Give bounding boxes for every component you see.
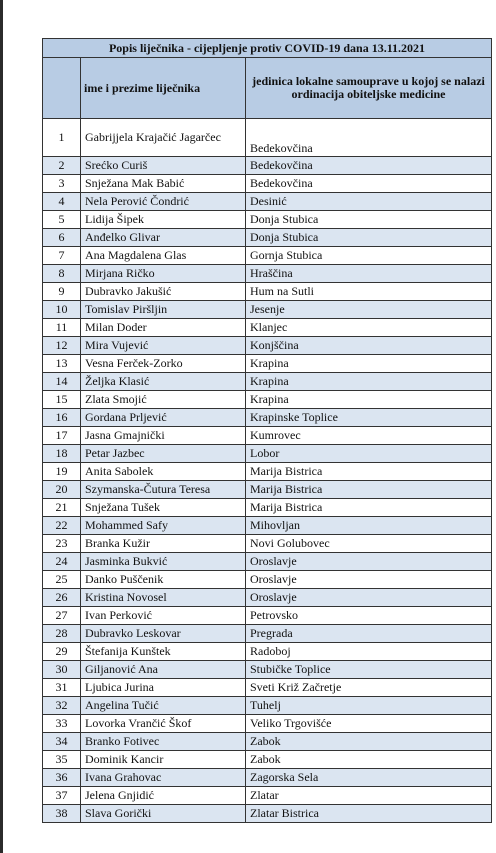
table-row xyxy=(43,265,492,283)
row-number: 13 xyxy=(43,355,81,373)
municipality: Gornja Stubica xyxy=(246,247,492,265)
table-row xyxy=(43,787,492,805)
doctor-name: Branko Fotivec xyxy=(81,733,246,751)
municipality: Hum na Sutli xyxy=(246,283,492,301)
row-number: 1 xyxy=(43,119,81,157)
municipality: Bedekovčina xyxy=(246,175,492,193)
row-number: 18 xyxy=(43,445,81,463)
row-number: 7 xyxy=(43,247,81,265)
row-number: 28 xyxy=(43,625,81,643)
row-number: 31 xyxy=(43,679,81,697)
table-row xyxy=(43,481,492,499)
doctor-name: Željka Klasić xyxy=(81,373,246,391)
doctor-name: Jasna Gmajnički xyxy=(81,427,246,445)
municipality: Novi Golubovec xyxy=(246,535,492,553)
table-row xyxy=(43,355,492,373)
municipality: Marija Bistrica xyxy=(246,481,492,499)
row-number: 29 xyxy=(43,643,81,661)
table-row xyxy=(43,229,492,247)
doctor-name: Snježana Tušek xyxy=(81,499,246,517)
table-row xyxy=(43,319,492,337)
municipality: Marija Bistrica xyxy=(246,463,492,481)
table-row xyxy=(43,211,492,229)
doctor-name: Gordana Prljević xyxy=(81,409,246,427)
table-row xyxy=(43,175,492,193)
doctor-name: Ivana Grahovac xyxy=(81,769,246,787)
doctor-name: Tomislav Piršljin xyxy=(81,301,246,319)
doctor-list-table xyxy=(42,38,492,823)
table-row xyxy=(43,463,492,481)
row-number: 22 xyxy=(43,517,81,535)
municipality: Hraščina xyxy=(246,265,492,283)
doctor-name: Vesna Ferček-Zorko xyxy=(81,355,246,373)
row-number: 4 xyxy=(43,193,81,211)
row-number: 27 xyxy=(43,607,81,625)
table-row xyxy=(43,553,492,571)
municipality: Marija Bistrica xyxy=(246,499,492,517)
municipality: Krapina xyxy=(246,391,492,409)
municipality: Zabok xyxy=(246,751,492,769)
doctor-name: Dominik Kancir xyxy=(81,751,246,769)
table-title: Popis liječnika - cijepljenje protiv COVID-19 dana 13.11.2021 xyxy=(43,39,492,58)
doctor-name: Štefanija Kunštek xyxy=(81,643,246,661)
table-row xyxy=(43,661,492,679)
table-row xyxy=(43,373,492,391)
header-number xyxy=(43,58,81,119)
doctor-name: Jelena Gnjidić xyxy=(81,787,246,805)
table-row xyxy=(43,607,492,625)
doctor-name: Anita Sabolek xyxy=(81,463,246,481)
table-row xyxy=(43,193,492,211)
municipality: Krapina xyxy=(246,355,492,373)
table-row xyxy=(43,805,492,823)
table-row xyxy=(43,445,492,463)
municipality: Zlatar xyxy=(246,787,492,805)
header-doctor-name: ime i prezime liječnika xyxy=(81,58,246,119)
row-number: 30 xyxy=(43,661,81,679)
municipality: Zagorska Sela xyxy=(246,769,492,787)
row-number: 14 xyxy=(43,373,81,391)
municipality: Donja Stubica xyxy=(246,211,492,229)
table-row xyxy=(43,301,492,319)
table-row xyxy=(43,751,492,769)
row-number: 9 xyxy=(43,283,81,301)
municipality: Tuhelj xyxy=(246,697,492,715)
row-number: 3 xyxy=(43,175,81,193)
table-row xyxy=(43,679,492,697)
doctor-name: Petar Jazbec xyxy=(81,445,246,463)
table-row xyxy=(43,697,492,715)
doctor-name: Snježana Mak Babić xyxy=(81,175,246,193)
row-number: 10 xyxy=(43,301,81,319)
left-border-line xyxy=(0,0,3,853)
doctor-name: Mirjana Ričko xyxy=(81,265,246,283)
doctor-name: Giljanović Ana xyxy=(81,661,246,679)
doctor-name: Mira Vujević xyxy=(81,337,246,355)
doctor-name: Jasminka Bukvić xyxy=(81,553,246,571)
table-row xyxy=(43,499,492,517)
table-row xyxy=(43,571,492,589)
municipality: Oroslavje xyxy=(246,571,492,589)
row-number: 26 xyxy=(43,589,81,607)
table-row xyxy=(43,409,492,427)
doctor-name: Ana Magdalena Glas xyxy=(81,247,246,265)
row-number: 35 xyxy=(43,751,81,769)
table-row xyxy=(43,715,492,733)
row-number: 23 xyxy=(43,535,81,553)
table-row xyxy=(43,625,492,643)
municipality: Oroslavje xyxy=(246,589,492,607)
table-title-row xyxy=(43,39,492,58)
municipality: Bedekovčina xyxy=(246,157,492,175)
municipality: Stubičke Toplice xyxy=(246,661,492,679)
municipality: Klanjec xyxy=(246,319,492,337)
municipality: Zabok xyxy=(246,733,492,751)
municipality: Pregrada xyxy=(246,625,492,643)
doctor-name: Ivan Perković xyxy=(81,607,246,625)
row-number: 5 xyxy=(43,211,81,229)
table-row xyxy=(43,119,492,157)
doctor-name: Lidija Šipek xyxy=(81,211,246,229)
row-number: 25 xyxy=(43,571,81,589)
header-municipality: jedinica lokalne samouprave u kojoj se nalazi ordinacija obiteljske medicine xyxy=(246,58,492,119)
municipality: Radoboj xyxy=(246,643,492,661)
row-number: 34 xyxy=(43,733,81,751)
doctor-name: Dubravko Jakušić xyxy=(81,283,246,301)
table-header-row xyxy=(43,58,492,119)
municipality: Kumrovec xyxy=(246,427,492,445)
row-number: 15 xyxy=(43,391,81,409)
row-number: 17 xyxy=(43,427,81,445)
doctor-name: Gabrijjela Krajačić Jagarčec xyxy=(81,119,246,157)
municipality: Konjščina xyxy=(246,337,492,355)
row-number: 33 xyxy=(43,715,81,733)
municipality: Sveti Križ Začretje xyxy=(246,679,492,697)
municipality: Oroslavje xyxy=(246,553,492,571)
row-number: 32 xyxy=(43,697,81,715)
doctor-name: Srećko Curiš xyxy=(81,157,246,175)
doctor-name: Dubravko Leskovar xyxy=(81,625,246,643)
municipality: Mihovljan xyxy=(246,517,492,535)
table-row xyxy=(43,283,492,301)
table-row xyxy=(43,391,492,409)
doctor-name: Mohammed Safy xyxy=(81,517,246,535)
table-row xyxy=(43,157,492,175)
table-row xyxy=(43,769,492,787)
municipality: Zlatar Bistrica xyxy=(246,805,492,823)
table-row xyxy=(43,337,492,355)
doctor-name: Branka Kužir xyxy=(81,535,246,553)
row-number: 11 xyxy=(43,319,81,337)
doctor-name: Szymanska-Čutura Teresa xyxy=(81,481,246,499)
municipality: Petrovsko xyxy=(246,607,492,625)
row-number: 6 xyxy=(43,229,81,247)
municipality: Krapinske Toplice xyxy=(246,409,492,427)
municipality: Donja Stubica xyxy=(246,229,492,247)
row-number: 24 xyxy=(43,553,81,571)
row-number: 21 xyxy=(43,499,81,517)
municipality: Jesenje xyxy=(246,301,492,319)
row-number: 36 xyxy=(43,769,81,787)
row-number: 19 xyxy=(43,463,81,481)
table-row xyxy=(43,517,492,535)
row-number: 38 xyxy=(43,805,81,823)
table-row xyxy=(43,589,492,607)
doctor-name: Zlata Smojić xyxy=(81,391,246,409)
doctor-name: Slava Gorički xyxy=(81,805,246,823)
municipality: Lobor xyxy=(246,445,492,463)
table-row xyxy=(43,733,492,751)
table-row xyxy=(43,535,492,553)
doctor-name: Danko Puščenik xyxy=(81,571,246,589)
doctor-name: Milan Doder xyxy=(81,319,246,337)
municipality: Bedekovčina xyxy=(246,119,492,157)
row-number: 16 xyxy=(43,409,81,427)
doctor-name: Nela Perović Čondrić xyxy=(81,193,246,211)
table-row xyxy=(43,427,492,445)
table-row xyxy=(43,643,492,661)
municipality: Desinić xyxy=(246,193,492,211)
municipality: Krapina xyxy=(246,373,492,391)
doctor-name: Angelina Tučić xyxy=(81,697,246,715)
doctor-name: Kristina Novosel xyxy=(81,589,246,607)
row-number: 37 xyxy=(43,787,81,805)
doctor-name: Lovorka Vrančić Škof xyxy=(81,715,246,733)
doctor-name: Anđelko Glivar xyxy=(81,229,246,247)
table-row xyxy=(43,247,492,265)
row-number: 12 xyxy=(43,337,81,355)
row-number: 8 xyxy=(43,265,81,283)
row-number: 2 xyxy=(43,157,81,175)
municipality: Veliko Trgovišće xyxy=(246,715,492,733)
doctor-name: Ljubica Jurina xyxy=(81,679,246,697)
row-number: 20 xyxy=(43,481,81,499)
